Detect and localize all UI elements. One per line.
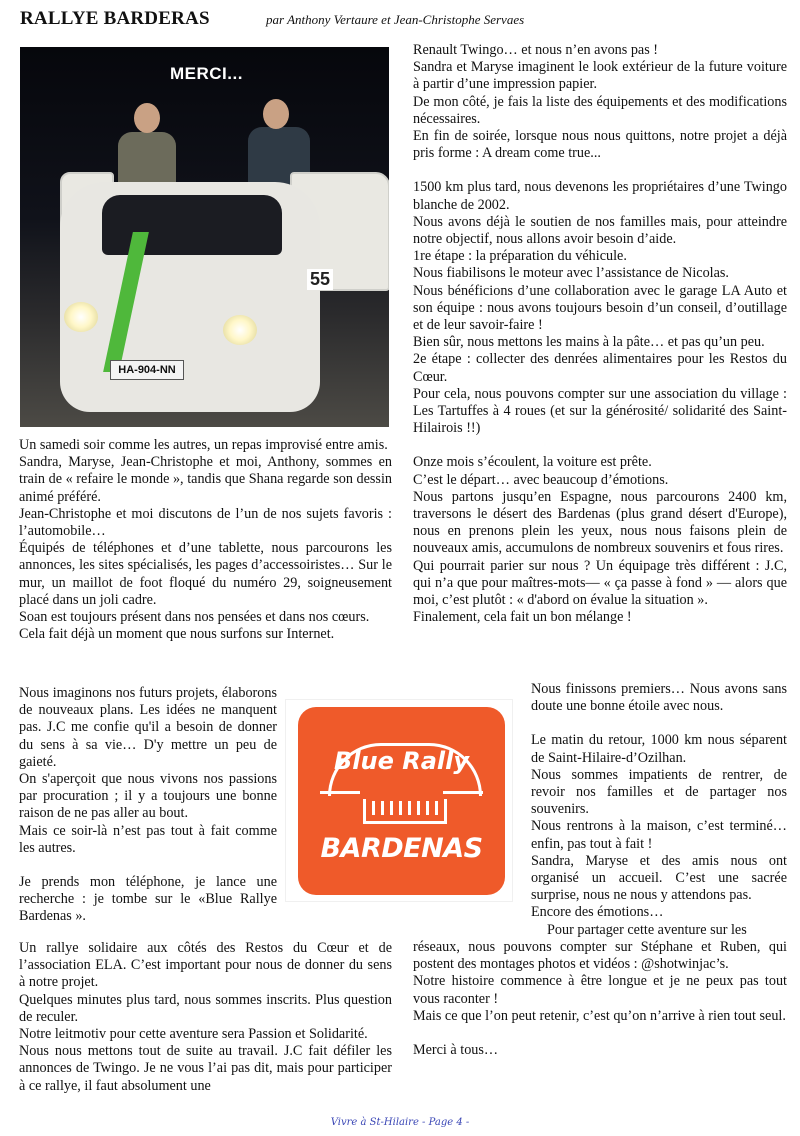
paragraph: Jean-Christophe et moi discutons de l’un de nos sujets favoris : l’automobile…	[19, 505, 392, 540]
left-column-bottom	[19, 940, 392, 1095]
headlight-right	[223, 315, 257, 345]
paragraph: Nous fiabilisons le moteur avec l’assistance de Nicolas.	[413, 265, 729, 282]
paragraph: Mais ce que l’on peut retenir, c’est qu’on n’arrive à rien tout seul.	[413, 1007, 786, 1024]
paragraph: C’est le départ… avec beaucoup d’émotions.	[413, 471, 669, 488]
paragraph: En fin de soirée, lorsque nous nous quittons, notre projet a déjà pris forme : A dream come true...	[413, 128, 787, 162]
paragraph: Je prends mon téléphone, je lance une recherche : je tombe sur le «Blue Rallye Bardenas ».	[19, 874, 277, 925]
article-byline: par Anthony Vertaure et Jean-Christophe Servaes	[266, 12, 525, 27]
paragraph: Nous imaginons nos futurs projets, élaborons de nouveaux plans. Les idées ne manquent pas. J.C me confie qu'il a besoin de donner du sens à sa vie… D'y mettre un peu de gaieté.	[19, 685, 277, 770]
paragraph: Sandra, Maryse et des amis nous ont organisé un accueil. C’est une sacrée surprise, nous ne nous y attendons pas.	[531, 852, 787, 904]
paragraph: Bien sûr, nous mettons les mains à la pâte… et pas qu’un peu.	[413, 334, 765, 351]
paragraph: Un rallye solidaire aux côtés des Restos du Cœur et de l’association ELA. C’est important pour nous de donner du sens à notre projet.	[19, 940, 392, 991]
paragraph: Sandra, Maryse, Jean-Christophe et moi, Anthony, sommes en train de « refaire le monde », tandis que Shana regarde son dessin animé préféré.	[19, 454, 392, 505]
license-plate: HA-904-NN	[110, 360, 184, 380]
paragraph: Soan est toujours présent dans nos pensées et dans nos cœurs.	[19, 609, 370, 626]
person-left-head	[134, 103, 160, 133]
paragraph: 1500 km plus tard, nous devenons les propriétaires d’une Twingo blanche de 2002.	[413, 179, 787, 213]
paragraph: Nous avons déjà le soutien de nos familles mais, pour atteindre notre objectif, nous allons avoir besoin d’aide.	[413, 213, 787, 248]
paragraph: Pour partager cette aventure sur les	[547, 921, 747, 938]
right-column-top	[413, 42, 787, 627]
blue-rally-logo	[286, 700, 512, 901]
paragraph: Nous nous mettons tout de suite au travail. J.C fait défiler les annonces de Twingo. Je ne vous l’ai pas dit, mais pour participer à ce rallye, il faut absolument une	[19, 1043, 392, 1094]
paragraph: Renault Twingo… et nous n’en avons pas !	[413, 42, 659, 58]
article-title: RALLYE BARDERAS	[20, 8, 210, 29]
paragraph: Pour cela, nous pouvons compter sur une association du village : Les Tartuffes à 4 roues (et sur la générosité/ solidarité des Saint-Hilairois !!)	[413, 385, 787, 437]
paragraph: Onze mois s’écoulent, la voiture est prête.	[413, 454, 652, 471]
paragraph: Cela fait déjà un moment que nous surfons sur Internet.	[19, 626, 335, 643]
paragraph: réseaux, nous pouvons compter sur Stéphane et Ruben, qui postent des montages photos et vidéos : @shotwinjac’s.	[413, 939, 787, 973]
paragraph: Un samedi soir comme les autres, un repas improvisé entre amis.	[19, 437, 388, 453]
headlight-left	[64, 302, 98, 332]
paragraph: Notre histoire commence à être longue et je ne peux pas tout vous raconter !	[413, 973, 787, 1007]
left-column-narrow	[19, 685, 277, 926]
logo-text-blue-rally: Blue Rally	[333, 747, 469, 775]
right-column-narrow	[531, 681, 787, 939]
logo-text-bardenas: BARDENAS	[320, 833, 483, 864]
race-number: 55	[307, 269, 333, 290]
paragraph: Quelques minutes plus tard, nous sommes inscrits. Plus question de reculer.	[19, 991, 392, 1025]
page-footer: Vivre à St-Hilaire - Page 4 -	[330, 1117, 470, 1128]
paragraph: Encore des émotions…	[531, 904, 664, 921]
paragraph: Nous sommes impatients de rentrer, de revoir nos familles et de partager nos souvenirs.	[531, 766, 787, 818]
paragraph: On s'aperçoit que nous vivons nos passions par procuration ; il y a toujours une bonne raison de ne pas aller au bout.	[19, 771, 277, 822]
logo-car-side-right	[443, 791, 483, 810]
paragraph: 1re étape : la préparation du véhicule.	[413, 248, 627, 265]
paragraph: Finalement, cela fait un bon mélange !	[413, 609, 632, 626]
paragraph: Nous rentrons à la maison, c’est terminé… enfin, pas tout à fait !	[531, 818, 787, 852]
paragraph: Notre leitmotiv pour cette aventure sera Passion et Solidarité.	[19, 1026, 368, 1043]
logo-car-side-left	[320, 791, 360, 810]
paragraph: Sandra et Maryse imaginent le look extérieur de la future voiture à partir d’une impression papier.	[413, 59, 787, 93]
paragraph: Mais ce soir-là n’est pas tout à fait comme les autres.	[19, 822, 277, 856]
paragraph: Merci à tous…	[413, 1042, 499, 1059]
paragraph: Nous partons jusqu’en Espagne, nous parcourons 2400 km, traversons le désert des Bardenas (plus grand désert d'Europe), nous en prenons plein les yeux, nous nous faisons plein de nouveaux amis, accumulons de nombreux souvenirs et fous rires.	[413, 488, 787, 557]
person-right-head	[263, 99, 289, 129]
rally-team-photo	[20, 47, 389, 427]
paragraph: Nous bénéficions d’une collaboration avec le garage LA Auto et son équipe : nous avons toujours besoin d’un conseil, d’outillage et de leur savoir-faire !	[413, 282, 787, 334]
paragraph: De mon côté, je fais la liste des équipements et des modifications nécessaires.	[413, 93, 787, 127]
paragraph: Équipés de téléphones et d’une tablette, nous parcourons les annonces, les sites spécialisés, les pages d’accessoiristes… Sur le mur, un maillot de foot floqué du numéro 29, soigneusement placé dans un joli cadre.	[19, 540, 392, 608]
paragraph: Le matin du retour, 1000 km nous séparent de Saint-Hilaire-d’Ozilhan.	[531, 732, 787, 766]
logo-badge	[298, 707, 505, 895]
logo-car-grill	[363, 799, 447, 824]
right-column-bottom	[413, 939, 787, 1059]
paragraph: Nous finissons premiers… Nous avons sans doute une bonne étoile avec nous.	[531, 681, 787, 715]
photo-caption: MERCI...	[170, 64, 243, 83]
left-column-top	[19, 437, 392, 643]
paragraph: Qui pourrait parier sur nous ? Un équipage très différent : J.C, qui n’a que pour maîtres-mots— « ça passe à fond » — alors que moi, c’est plutôt : « d'abord on évalue la situation ».	[413, 557, 787, 609]
paragraph: 2e étape : collecter des denrées alimentaires pour les Restos du Cœur.	[413, 351, 787, 385]
